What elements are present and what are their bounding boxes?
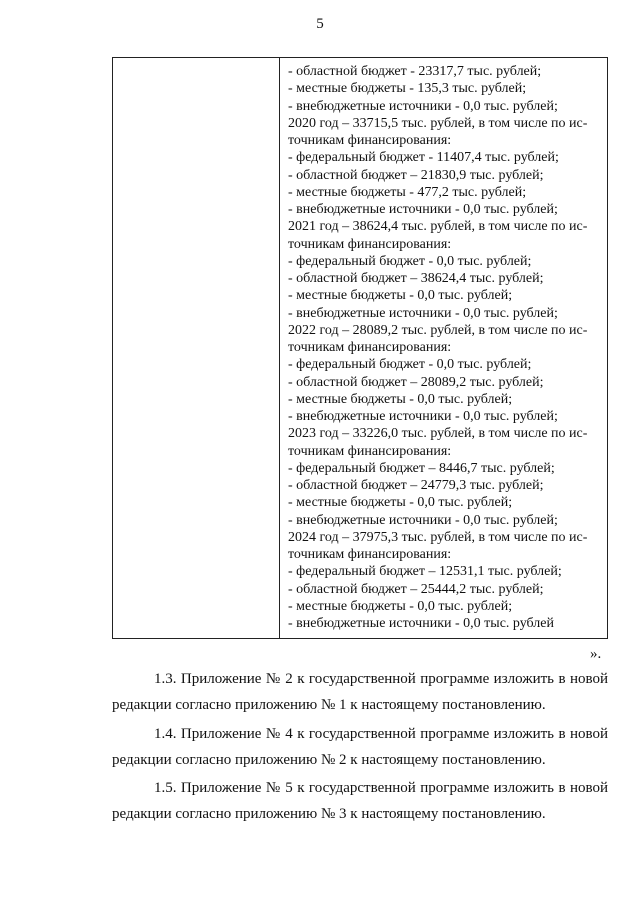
financing-line: точникам финансирования: <box>288 547 452 562</box>
financing-table <box>112 57 608 639</box>
financing-line: - внебюджетные источники - 0,0 тыс. рублей; <box>288 202 558 217</box>
table-left-cell <box>113 58 280 638</box>
financing-line: точникам финансирования: <box>288 236 452 252</box>
financing-line: - внебюджетные источники - 0,0 тыс. рублей; <box>288 409 558 424</box>
financing-line: - местные бюджеты - 477,2 тыс. рублей; <box>288 184 527 200</box>
financing-line: точникам финансирования: <box>288 340 452 355</box>
paragraph-1-5-line-2: редакции согласно приложению № 3 к настоящему постановлению. <box>112 806 546 822</box>
financing-line: 2023 год – 33226,0 тыс. рублей, в том числе по ис- <box>288 426 588 442</box>
paragraph-1-4-line-1: 1.4. Приложение № 4 к государственной программе изложить в новой <box>154 726 608 742</box>
paragraph-1-3-line-2: редакции согласно приложению № 1 к настоящему постановлению. <box>112 697 546 713</box>
financing-line: 2020 год – 33715,5 тыс. рублей, в том числе по ис- <box>288 115 588 131</box>
financing-line: - областной бюджет – 38624,4 тыс. рублей; <box>288 271 544 286</box>
paragraph-1-5-line-1: 1.5. Приложение № 5 к государственной программе изложить в новой <box>154 780 608 796</box>
financing-line: - внебюджетные источники - 0,0 тыс. рублей; <box>288 98 558 114</box>
financing-line: точникам финансирования: <box>288 443 452 459</box>
financing-line: - областной бюджет – 25444,2 тыс. рублей; <box>288 581 544 597</box>
financing-line: - областной бюджет – 24779,3 тыс. рублей; <box>288 478 544 493</box>
financing-line: - федеральный бюджет - 0,0 тыс. рублей; <box>288 357 532 373</box>
financing-line: - внебюджетные источники - 0,0 тыс. рублей <box>288 616 554 631</box>
financing-line: - местные бюджеты - 0,0 тыс. рублей; <box>288 495 513 511</box>
financing-line: - местные бюджеты - 0,0 тыс. рублей; <box>288 391 513 407</box>
page-number: 5 <box>316 16 324 32</box>
financing-line: - местные бюджеты - 0,0 тыс. рублей; <box>288 598 513 614</box>
financing-line: - федеральный бюджет - 11407,4 тыс. рублей; <box>288 150 559 166</box>
financing-line: 2021 год – 38624,4 тыс. рублей, в том числе по ис- <box>288 219 588 235</box>
paragraph-1-4-line-2: редакции согласно приложению № 2 к настоящему постановлению. <box>112 752 546 768</box>
financing-line: 2024 год – 37975,3 тыс. рублей, в том числе по ис- <box>288 529 588 545</box>
financing-line: - областной бюджет – 28089,2 тыс. рублей; <box>288 374 544 390</box>
financing-line: - внебюджетные источники - 0,0 тыс. рублей; <box>288 305 558 321</box>
financing-line: точникам финансирования: <box>288 133 452 148</box>
financing-line: - федеральный бюджет – 8446,7 тыс. рублей; <box>288 460 555 476</box>
financing-line: 2022 год – 28089,2 тыс. рублей, в том числе по ис- <box>288 322 588 338</box>
financing-line: - местные бюджеты - 135,3 тыс. рублей; <box>288 81 527 97</box>
paragraph-1-3-line-1: 1.3. Приложение № 2 к государственной программе изложить в новой <box>154 671 608 687</box>
financing-line: - федеральный бюджет - 0,0 тыс. рублей; <box>288 253 532 269</box>
financing-line: - местные бюджеты - 0,0 тыс. рублей; <box>288 288 513 304</box>
financing-line: - областной бюджет – 21830,9 тыс. рублей; <box>288 167 544 183</box>
financing-line: - внебюджетные источники - 0,0 тыс. рублей; <box>288 512 558 528</box>
table-right-cell <box>280 58 607 638</box>
financing-line: - областной бюджет - 23317,7 тыс. рублей; <box>288 64 542 79</box>
financing-line: - федеральный бюджет – 12531,1 тыс. рублей; <box>288 564 562 580</box>
closing-quote: ». <box>590 646 602 662</box>
